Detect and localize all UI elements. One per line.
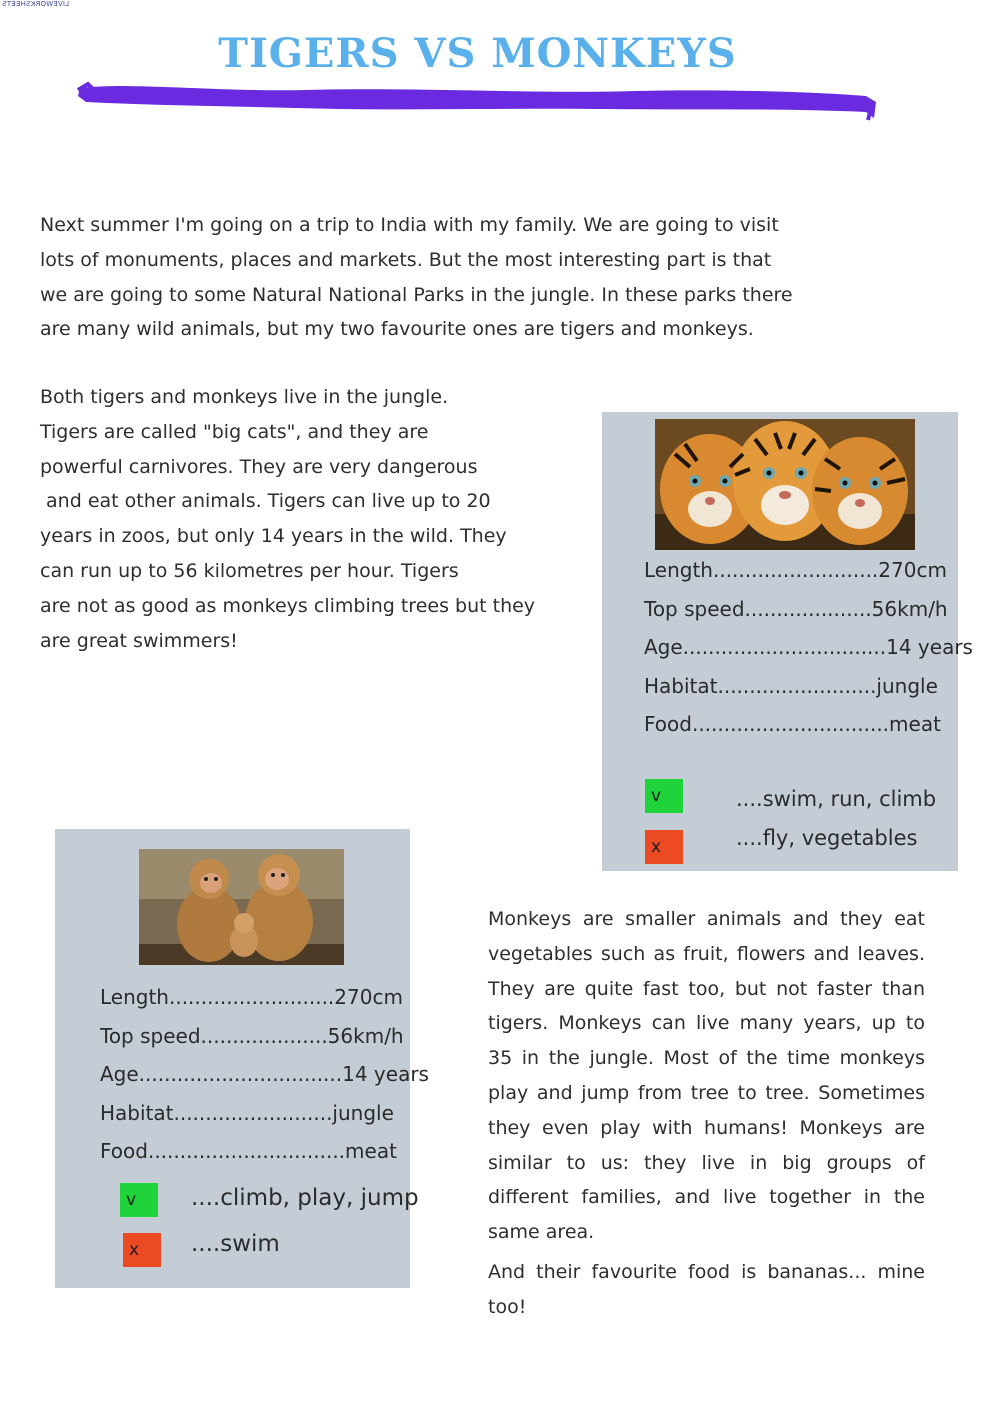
check-mark-box: v [120, 1183, 158, 1217]
tiger-facts-list [644, 551, 973, 744]
fact-habitat: Habitat.........................jungle [644, 673, 938, 698]
fact-age: Age................................14 years [100, 1062, 429, 1086]
tiger-cubs-photo [655, 419, 915, 550]
monkey-fact-card [55, 829, 429, 1288]
tiger-fact-card [602, 412, 973, 871]
cannot-do-text: ....fly, vegetables [736, 826, 918, 850]
intro-line: Next summer I'm going on a trip to India with my family. We are going to visit [40, 214, 779, 236]
tigers-line: are great swimmers! [40, 629, 238, 652]
monkeys-paragraph: Monkeys are smaller animals and they eat vegetables such as fruit, flowers and leaves. They are quite fast too, but not faster than tigers. Monkeys can live many years, up to 35 in the jungle. Most of the time monkeys play and jump from tree to tree. Sometimes they even play with humans! Monkeys are similar to us: they live in big groups of different families, and live together in the same area. [488, 908, 925, 1244]
fact-top-speed: Top speed....................56km/h [100, 1023, 404, 1048]
tigers-line: and eat other animals. Tigers can live up to 20 [40, 490, 491, 513]
intro-line: lots of monuments, places and markets. But the most interesting part is that [40, 248, 772, 271]
can-do-text: ....climb, play, jump [191, 1185, 419, 1211]
tigers-line: powerful carnivores. They are very dangerous [40, 455, 478, 478]
fact-top-speed: Top speed....................56km/h [644, 596, 948, 621]
fact-food: Food...............................meat [644, 712, 941, 736]
monkeys-photo [139, 849, 344, 965]
fact-habitat: Habitat.........................jungle [100, 1100, 394, 1125]
intro-paragraph [40, 208, 793, 347]
page-title: TIGERS VS MONKEYS [218, 30, 737, 77]
intro-line: are many wild animals, but my two favourite ones are tigers and monkeys. [40, 318, 754, 341]
fact-age: Age................................14 years [644, 635, 973, 659]
brand-logo: LIVEWORKSHEETS [2, 0, 70, 8]
fact-length: Length..........................270cm [100, 985, 403, 1009]
fact-length: Length..........................270cm [644, 558, 947, 582]
title-brush-underline [76, 78, 881, 124]
can-do-text: ....swim, run, climb [736, 787, 937, 811]
monkey-facts-list [100, 978, 429, 1171]
cross-mark-box: x [123, 1233, 161, 1267]
tigers-paragraph [40, 380, 536, 658]
cannot-do-text: ....swim [191, 1231, 280, 1257]
cross-mark-box: x [645, 830, 683, 864]
tigers-line: Tigers are called "big cats", and they are [40, 420, 429, 443]
check-mark-box: v [645, 779, 683, 813]
fact-food: Food...............................meat [100, 1139, 397, 1163]
tigers-line: Both tigers and monkeys live in the jungle. [40, 386, 449, 408]
tigers-line: are not as good as monkeys climbing trees but they [40, 594, 536, 617]
intro-line: we are going to some Natural National Parks in the jungle. In these parks there [40, 283, 793, 306]
tigers-line: years in zoos, but only 14 years in the wild. They [40, 525, 507, 548]
bananas-paragraph: And their favourite food is bananas... mine too! [488, 1261, 925, 1318]
tigers-line: can run up to 56 kilometres per hour. Tigers [40, 559, 459, 582]
